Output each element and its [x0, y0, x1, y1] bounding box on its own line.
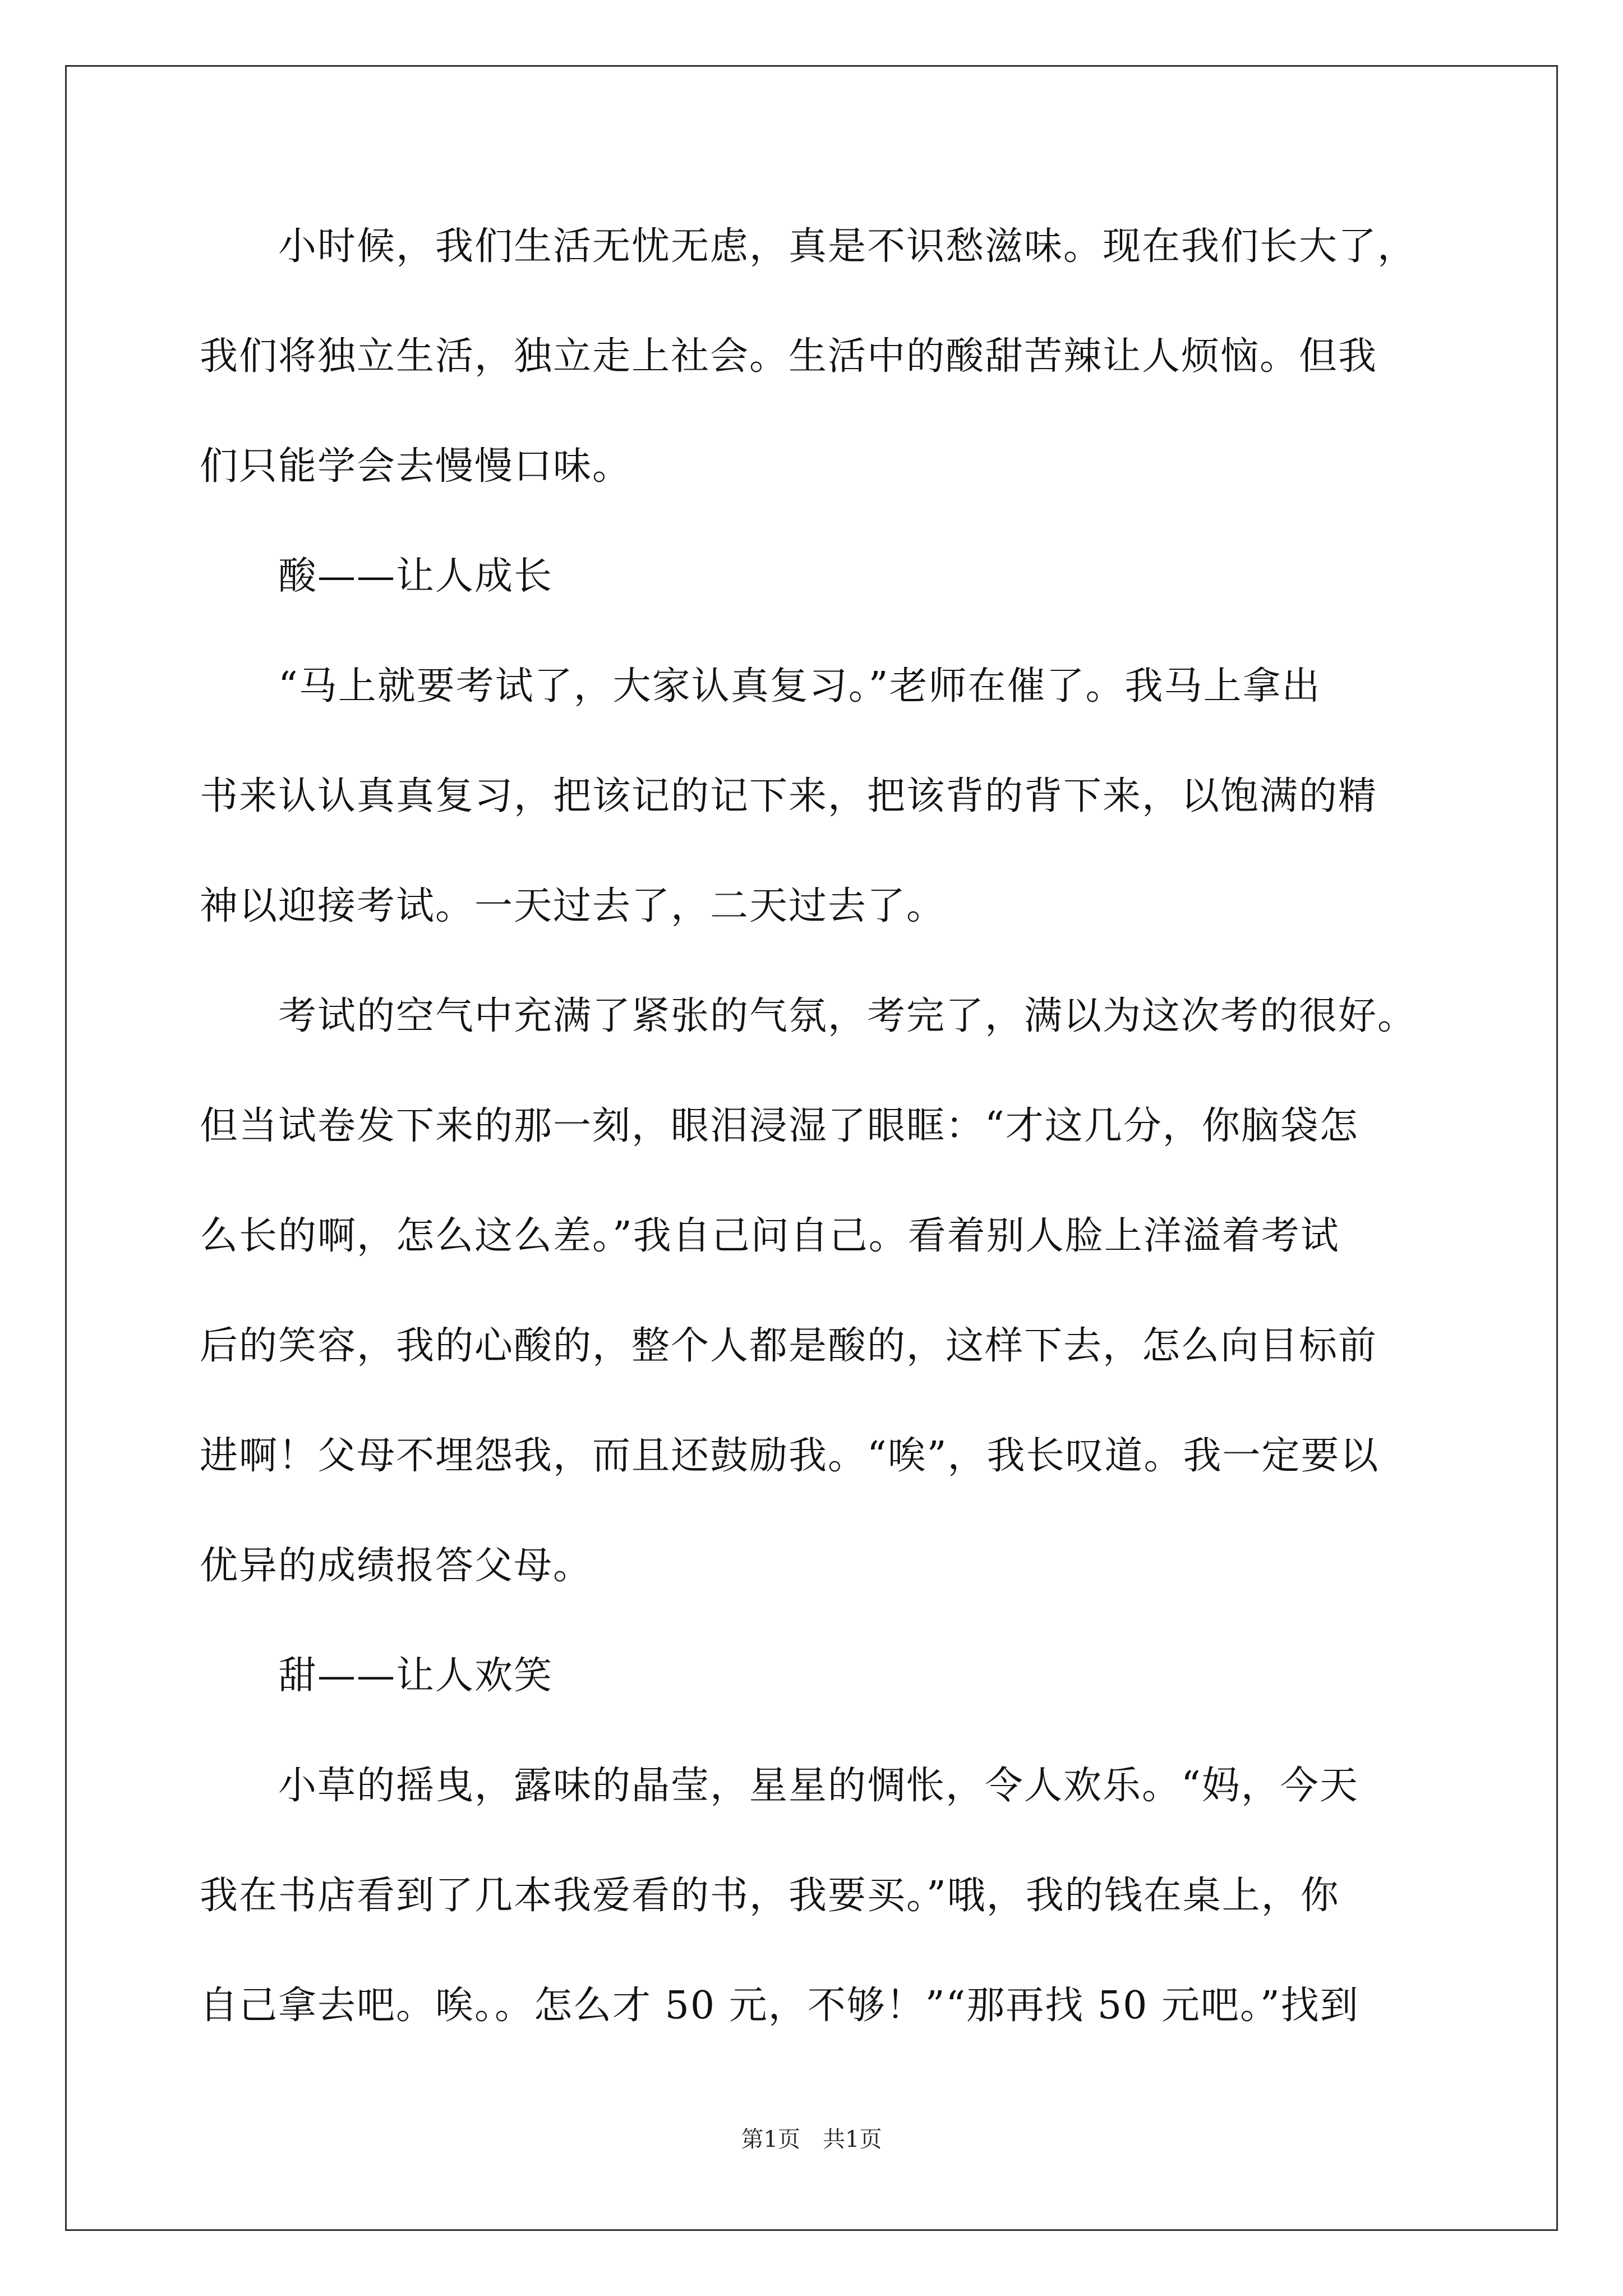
section-heading: 甜——让人欢笑: [200, 1654, 554, 1698]
text-line: 我们将独立生活，独立走上社会。生活中的酸甜苦辣让人烦恼。但我: [200, 334, 1378, 379]
text-line: 进啊！父母不埋怨我，而且还鼓励我。“唉”，我长叹道。我一定要以: [200, 1434, 1380, 1478]
text-line: 么长的啊，怎么这么差。”我自己问自己。看着别人脸上洋溢着考试: [200, 1214, 1340, 1258]
text-line: 优异的成绩报答父母。: [200, 1544, 593, 1588]
text-line: 我在书店看到了几本我爱看的书，我要买。”哦，我的钱在桌上，你: [200, 1874, 1340, 1918]
text-line: 考试的空气中充满了紧张的气氛，考完了，满以为这次考的很好。: [200, 994, 1417, 1038]
text-line: 书来认认真真复习，把该记的记下来，把该背的背下来，以饱满的精: [200, 774, 1378, 818]
page-number-footer: 第1页 共1页: [741, 2127, 882, 2152]
text-line: “马上就要考试了，大家认真复习。”老师在催了。我马上拿出: [200, 664, 1321, 708]
text-line: 神以迎接考试。一天过去了，二天过去了。: [200, 884, 946, 928]
text-line: 但当试卷发下来的那一刻，眼泪浸湿了眼眶：“才这几分，你脑袋怎: [200, 1104, 1359, 1148]
section-heading: 酸——让人成长: [200, 554, 554, 599]
text-line: 们只能学会去慢慢口味。: [200, 444, 632, 489]
text-line: 自己拿去吧。唉。。怎么才 50 元，不够！”“那再找 50 元吧。”找到: [200, 1984, 1359, 2028]
text-line: 小时候，我们生活无忧无虑，真是不识愁滋味。现在我们长大了，: [200, 224, 1417, 269]
text-line: 后的笑容，我的心酸的，整个人都是酸的，这样下去，怎么向目标前: [200, 1324, 1378, 1368]
text-line: 小草的摇曳，露味的晶莹，星星的惆怅，令人欢乐。“妈，今天: [200, 1764, 1359, 1808]
